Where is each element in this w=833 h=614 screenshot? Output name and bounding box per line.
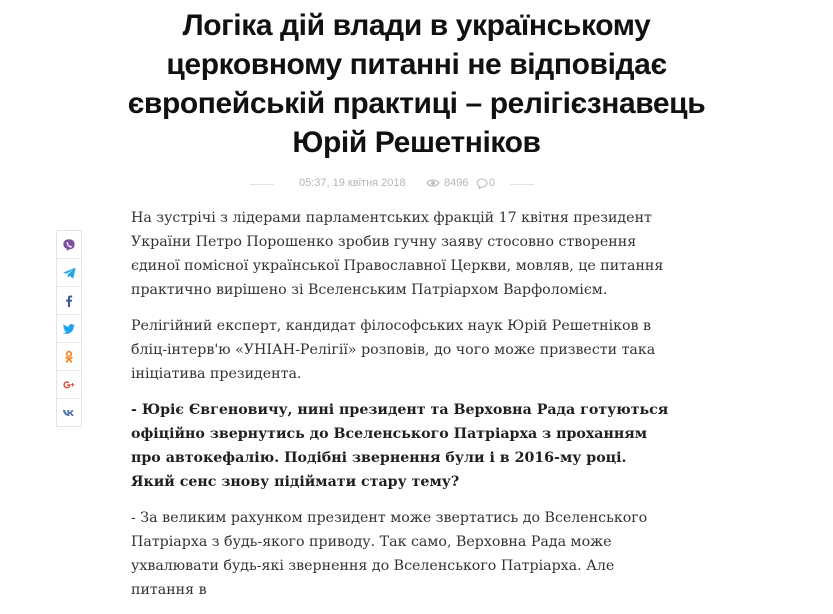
share-facebook-button[interactable] <box>57 287 81 315</box>
article-paragraph: На зустрічі з лідерами парламентських фракцій 17 квітня президент України Петро Порошенко зробив гучну заяву стосовно створення єдиної помісної української Православної Церкви, мовляв, це питання практично вирішено зі Вселенським Патріархом Варфоломієм. <box>131 210 664 298</box>
viber-icon <box>62 238 76 252</box>
share-vk-button[interactable] <box>57 399 81 426</box>
publish-datetime: 05:37, 19 квітня 2018 <box>299 177 406 189</box>
twitter-icon <box>62 322 76 336</box>
article-meta <box>0 176 833 192</box>
share-bar <box>56 230 82 427</box>
meta-divider-right <box>510 184 534 185</box>
interview-question: - Юріє Євгеновичу, нині президент та Верховна Рада готуються офіційно звернутись до Вселенського Патріарха з проханням про автокефалію. Подібні звернення були і в 2016-му році. Який сенс знову підіймати стару тему? <box>131 402 669 490</box>
eye-icon <box>426 178 440 188</box>
facebook-icon <box>62 294 76 308</box>
article-body <box>131 206 671 614</box>
odnoklassniki-icon <box>62 350 76 364</box>
views-count: 8496 <box>444 177 469 189</box>
comment-icon[interactable] <box>476 178 488 189</box>
share-viber-button[interactable] <box>57 231 81 259</box>
comments-count[interactable]: 0 <box>489 177 496 189</box>
share-telegram-button[interactable] <box>57 259 81 287</box>
vk-icon <box>62 406 76 420</box>
meta-divider-left <box>250 184 274 185</box>
share-odnoklassniki-button[interactable] <box>57 343 81 371</box>
share-google-plus-button[interactable] <box>57 371 81 399</box>
interview-answer: - За великим рахунком президент може звертатись до Вселенського Патріарха з будь-якого приводу. Так само, Верховна Рада може ухвалювати будь-які звернення до Вселенського Патріарха. Але питання в <box>131 510 648 598</box>
telegram-icon <box>62 266 76 280</box>
google-plus-icon <box>62 378 76 392</box>
article-paragraph: Релігійний експерт, кандидат філософських наук Юрій Решетніков в бліц-інтерв'ю «УНІАН-Релігії» розповів, до чого може призвести така ініціатива президента. <box>131 318 656 382</box>
share-twitter-button[interactable] <box>57 315 81 343</box>
article-title: Логіка дій влади в українському церковному питанні не відповідає європейській практиці – релігієзнавець Юрій Решетніков <box>127 9 706 159</box>
